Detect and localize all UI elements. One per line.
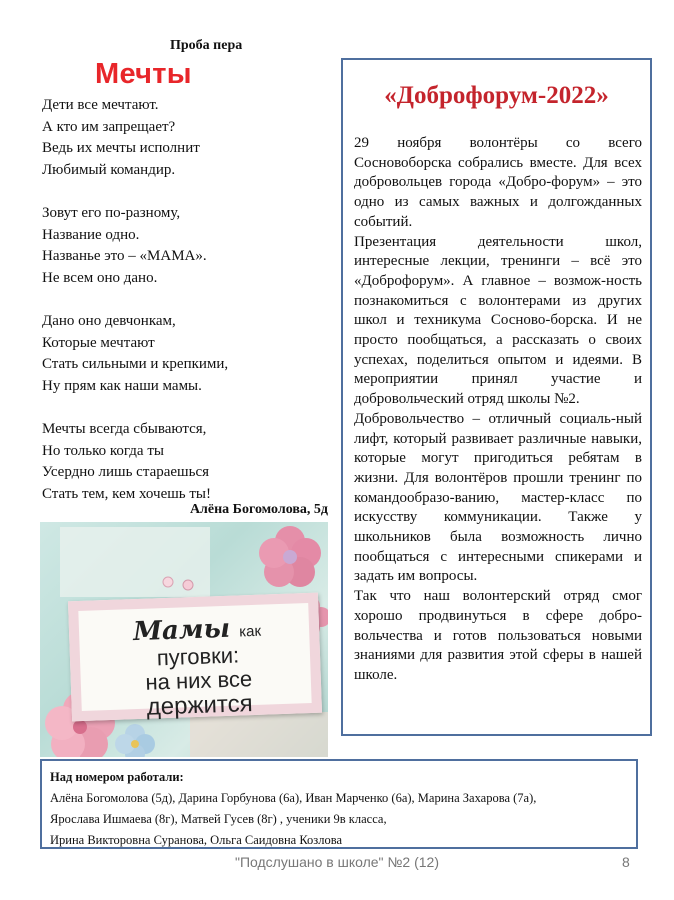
poem-line: Которые мечтают [42, 334, 155, 351]
credits-line: Ирина Викторовна Суранова, Ольга Саидовна Козлова [50, 833, 343, 847]
credits-heading: Над номером работали: [50, 770, 184, 784]
poem-line: Мечты всегда сбываются, [42, 420, 207, 437]
poem-line: Дано оно девчонкам, [42, 312, 176, 329]
article-body [354, 134, 642, 686]
article-title: «Доброфорум-2022» [384, 82, 609, 109]
poem-line: Стать тем, кем хочешь ты! [42, 485, 211, 502]
poem-line: Название одно. [42, 226, 140, 243]
poem-line: Не всем оно дано. [42, 269, 158, 286]
poem-line: Ведь их мечты исполнит [42, 140, 200, 157]
poem-line: Но только когда ты [42, 442, 164, 459]
poem [42, 95, 342, 505]
credits-box [40, 759, 638, 849]
poem-line: Названье это – «МАМА». [42, 248, 207, 265]
button-icon [183, 580, 193, 590]
poem-title: Мечты [95, 58, 192, 90]
article-box [341, 58, 652, 736]
flower-icon [259, 526, 321, 587]
footer-publication: "Подслушано в школе" №2 (12) [235, 854, 439, 870]
card-line-2b: на них все [145, 666, 253, 695]
poem-author: Алёна Богомолова, 5д [189, 502, 328, 517]
poem-line: Ну прям как наши мамы. [42, 377, 202, 394]
article-paragraph: 29 ноября волонтёры со всего Сосновоборска собрались вместе. Для всех добровольцев города «Добро-форум» – это одно из самых важных и долгожданных событий. [354, 135, 642, 230]
poem-stanza [42, 419, 342, 505]
decorative-picture [40, 522, 328, 757]
poem-line: А кто им запрещает? [42, 118, 176, 135]
article-paragraph: Добровольчество – отличный социаль-ный лифт, который развивает различные навыки, которые могут пригодиться ребятам в жизни. Для волонтёров прошли тренинг по командообразо-ванию, мастер-класс по искусству коммуникации. Также у школьников была возможность лично пообщаться с интересными спикерами и задать им вопросы. [354, 410, 642, 585]
section-label: Проба пера [170, 38, 243, 53]
article-paragraph: Так что наш волонтерский отряд смог хорошо продвинуться в сфере добро-вольчества и готов пользоваться новыми знаниями для развития этой сферы в нашей школе. [354, 588, 642, 683]
paper-patch [190, 712, 328, 757]
page-number: 8 [622, 854, 630, 870]
poem-line: Стать сильными и крепкими, [42, 356, 229, 373]
card-line-2: пуговки: [156, 642, 240, 671]
poem-stanza [42, 95, 342, 181]
poem-stanza [42, 203, 342, 289]
quote-card [68, 593, 322, 722]
card-line-3: держится [146, 690, 254, 721]
poem-stanza [42, 311, 342, 397]
poem-line: Зовут его по-разному, [42, 204, 181, 221]
button-icon [163, 577, 173, 587]
poem-line: Любимый командир. [42, 161, 176, 178]
credits-line: Ярослава Ишмаева (8г), Матвей Гусев (8г) , ученики 9в класса, [50, 812, 387, 826]
flower-icon [115, 724, 155, 757]
card-line-1: Мамы как [132, 613, 262, 648]
article-paragraph: Презентация деятельности школ, интересные лекции, тренинги – всё это «Доброфорум». А главное – возмож-ность познакомиться с волонтерами из других школ и техникума Сосново-борска. И не просто пообщаться, а рассказать о своих успехах, поделиться опытом и идеями. В мероприятии принял участие и добровольческий отряд школы №2. [354, 233, 642, 408]
poem-line: Усердно лишь стараешься [42, 464, 209, 481]
poem-line: Дети все мечтают. [42, 97, 159, 113]
credits-line: Алёна Богомолова (5д), Дарина Горбунова (6а), Иван Марченко (6а), Марина Захарова (7а), [50, 791, 537, 805]
